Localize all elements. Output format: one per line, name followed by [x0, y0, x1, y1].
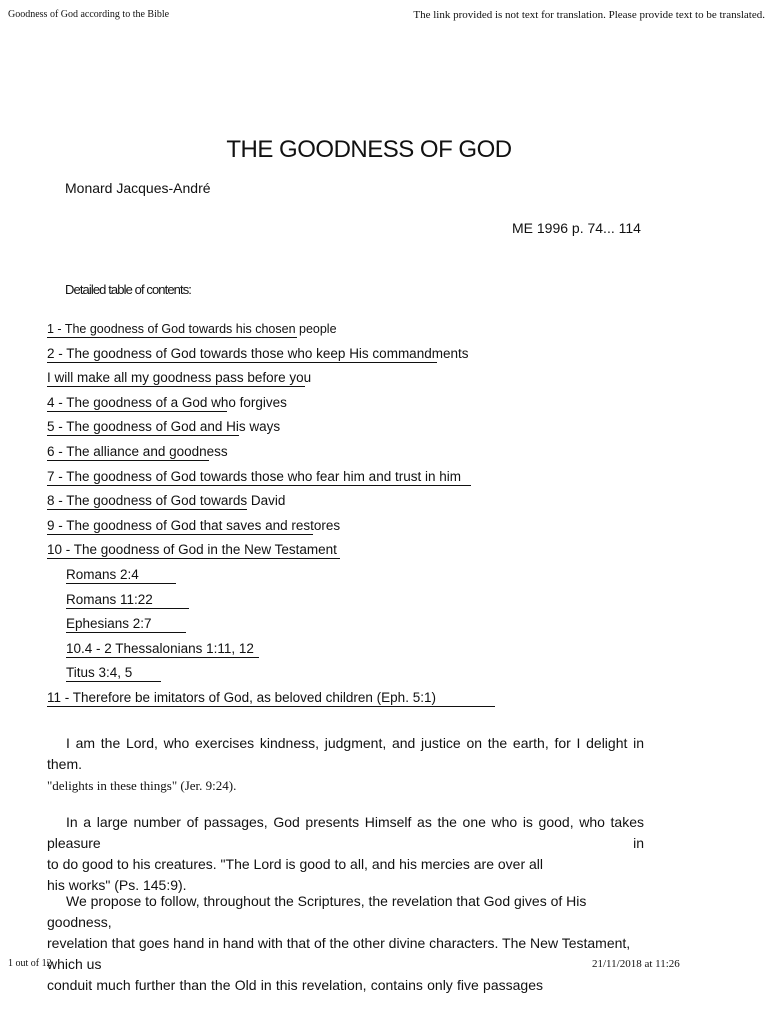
- toc-underline: [47, 411, 227, 412]
- paragraph-text: We propose to follow, throughout the Scriptures, the revelation that God gives of His goodness,: [47, 893, 587, 930]
- paragraph-line: [47, 733, 644, 775]
- toc-link-9[interactable]: [47, 517, 707, 542]
- header-note: The link provided is not text for translation. Please provide text to be translated.: [413, 9, 765, 21]
- toc-link-label: 4 - The goodness of a God who forgives: [47, 394, 287, 410]
- toc-link-label: Ephesians 2:7: [66, 616, 152, 632]
- toc-underline: [47, 706, 495, 707]
- toc-link-4[interactable]: [47, 394, 707, 419]
- paragraph-line: [47, 812, 644, 854]
- toc-link-10-5[interactable]: [47, 664, 707, 689]
- toc-link-11[interactable]: [47, 689, 707, 714]
- author-name: Monard Jacques-André: [65, 180, 211, 196]
- toc-underline: [47, 337, 297, 338]
- toc-link-label: 10 - The goodness of God in the New Testament: [47, 542, 337, 558]
- toc-link-label: I will make all my goodness pass before you: [47, 370, 312, 386]
- toc-link-label: 11 - Therefore be imitators of God, as beloved children (Eph. 5:1): [47, 689, 436, 705]
- toc-underline: [47, 534, 313, 535]
- toc-link-label: Romans 11:22: [66, 591, 153, 607]
- toc-link-label: 9 - The goodness of God that saves and restores: [47, 517, 341, 533]
- paragraph-intro: [47, 812, 644, 896]
- paragraph-line: revelation that goes hand in hand with that of the other divine characters. The New Testament, which us: [47, 935, 631, 972]
- toc-link-label: Titus 3:4, 5: [66, 665, 133, 681]
- paragraph-line: conduit much further than the Old in this revelation, contains only five passages: [47, 977, 543, 993]
- toc-underline: [66, 583, 176, 584]
- toc-link-3[interactable]: [47, 369, 707, 394]
- page-title: THE GOODNESS OF GOD: [226, 136, 512, 163]
- toc-link-6[interactable]: [47, 443, 707, 468]
- toc-heading: Detailed table of contents:: [65, 282, 192, 297]
- toc-underline: [47, 460, 209, 461]
- toc-link-label: 10.4 - 2 Thessalonians 1:11, 12: [66, 640, 254, 656]
- paragraph-text: In a large number of passages, God presents Himself as the one who is good, who takes pleasure in: [47, 814, 644, 851]
- toc-link-10-3[interactable]: [47, 615, 707, 640]
- toc-link-label: 5 - The goodness of God and His ways: [47, 419, 281, 435]
- toc-link-label: 2 - The goodness of God towards those who keep His commandments: [47, 345, 469, 361]
- toc-link-label: 6 - The alliance and goodness: [47, 443, 228, 459]
- toc-link-label: 7 - The goodness of God towards those who fear him and trust in him: [47, 468, 461, 484]
- toc-underline: [47, 386, 305, 387]
- toc-underline: [66, 681, 161, 682]
- toc-underline: [47, 509, 247, 510]
- paragraph-line: his works" (Ps. 145:9).: [47, 877, 187, 893]
- toc-link-10-1[interactable]: [47, 566, 707, 591]
- toc-link-label: Romans 2:4: [66, 566, 139, 582]
- toc-link-10-2[interactable]: [47, 591, 707, 616]
- toc-underline: [66, 608, 189, 609]
- toc-link-10[interactable]: [47, 541, 707, 566]
- publication-reference: ME 1996 p. 74... 114: [512, 220, 641, 236]
- toc-link-2[interactable]: [47, 345, 707, 370]
- header-document-title: Goodness of God according to the Bible: [8, 9, 170, 20]
- toc-underline: [47, 558, 340, 559]
- paragraph-text: I am the Lord, who exercises kindness, judgment, and justice on the earth, for I delight in them.: [47, 735, 644, 772]
- toc-link-8[interactable]: [47, 492, 707, 517]
- toc-link-5[interactable]: [47, 418, 707, 443]
- toc-link-label: 1 - The goodness of God towards his chosen people: [47, 322, 337, 336]
- toc-link-7[interactable]: [47, 468, 707, 493]
- toc-underline: [66, 632, 186, 633]
- toc-link-10-4[interactable]: [47, 640, 707, 665]
- print-datetime: 21/11/2018 at 11:26: [592, 958, 680, 970]
- paragraph-line: "delights in these things" (Jer. 9:24).: [47, 778, 237, 793]
- paragraph-line: to do good to his creatures. "The Lord is good to all, and his mercies are over all: [47, 856, 544, 872]
- table-of-contents: [47, 320, 707, 714]
- toc-underline: [66, 657, 259, 658]
- toc-underline: [47, 362, 437, 363]
- paragraph-line: [47, 891, 645, 933]
- toc-link-label: 8 - The goodness of God towards David: [47, 493, 286, 509]
- paragraph-proposal: [47, 891, 645, 996]
- page-number: 1 out of 12: [8, 958, 52, 969]
- toc-link-1[interactable]: [47, 320, 707, 345]
- paragraph-epigraph: [47, 733, 644, 796]
- toc-underline: [47, 435, 239, 436]
- toc-underline: [47, 485, 471, 486]
